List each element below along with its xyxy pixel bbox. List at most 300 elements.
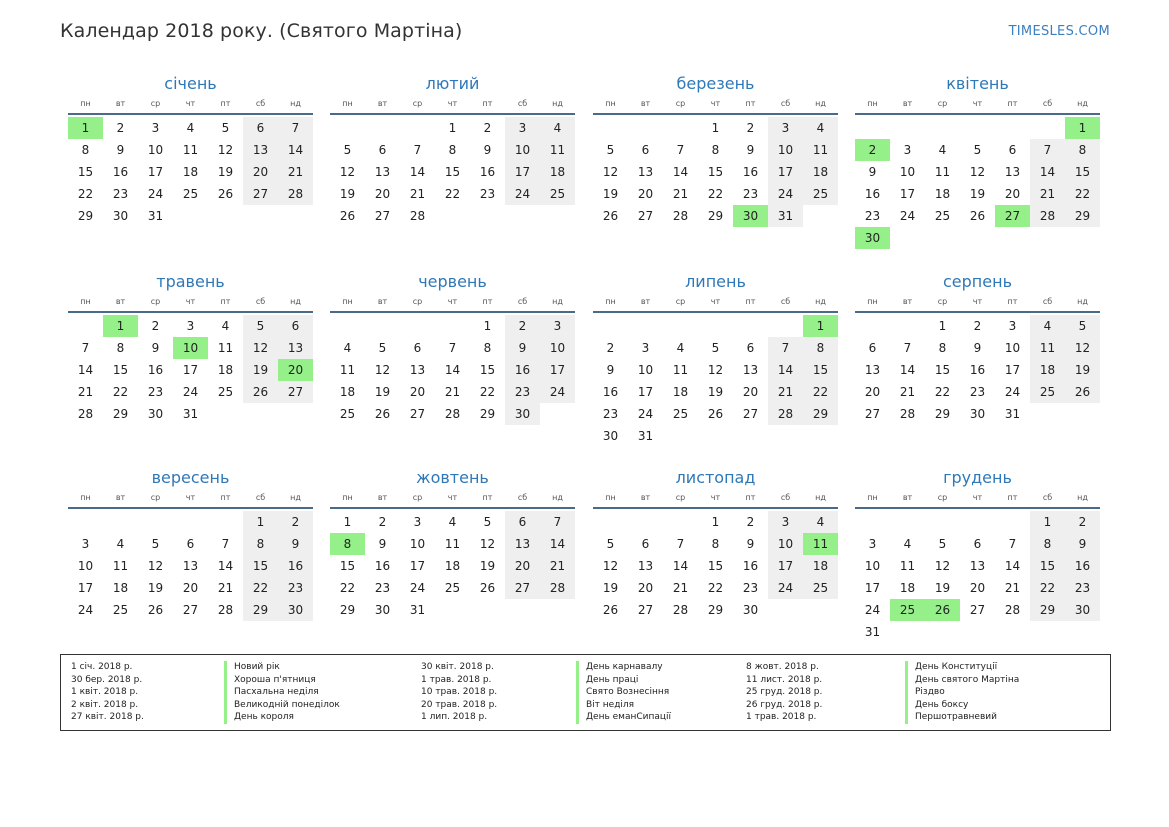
calendar-day: 21 [1030,183,1065,205]
calendar-day: 24 [409,581,426,595]
calendar-day: 13 [742,363,759,377]
calendar-day: 3 [81,537,90,551]
calendar-day: 26 [1065,381,1100,403]
calendar-day: 14 [672,559,689,573]
calendar-day: 6 [868,341,877,355]
weekday-label: сб [780,99,791,108]
weekday-label: ср [150,297,161,306]
calendar-day: 31 [1004,407,1021,421]
calendar-day: 12 [374,363,391,377]
calendar-day: 23 [374,581,391,595]
calendar-day: 27 [182,603,199,617]
calendar-day: 17 [899,187,916,201]
calendar-day: 29 [112,407,129,421]
calendar-day: 13 [243,139,278,161]
calendar-day: 13 [637,559,654,573]
weekday-label: чт [185,493,196,502]
calendar-day: 12 [1065,337,1100,359]
weekday-label: вт [377,297,388,306]
weekday-header [330,96,575,112]
calendar-day: 1 [711,121,720,135]
calendar-day: 6 [278,315,313,337]
weekday-label: чт [185,99,196,108]
holiday-date: 1 лип. 2018 р. [421,712,488,723]
calendar-day: 29 [339,603,356,617]
calendar-day: 3 [186,319,195,333]
calendar-day: 13 [505,533,540,555]
calendar-day: 30 [112,209,129,223]
calendar-day: 20 [637,187,654,201]
calendar-day: 21 [217,581,234,595]
calendar-day: 26 [339,209,356,223]
holiday-name: Пасхальна неділя [234,687,319,698]
calendar-day: 26 [969,209,986,223]
weekday-label: пн [867,99,878,108]
calendar-day: 26 [602,603,619,617]
calendar-day: 27 [374,209,391,223]
weekday-label: чт [710,99,721,108]
holiday-name: Свято Вознесіння [586,687,670,698]
holiday-day: 30 [855,227,890,249]
calendar-day: 17 [864,581,881,595]
calendar-day: 24 [768,183,803,205]
calendar-day: 7 [903,341,912,355]
holiday-name: День боксу [915,699,969,710]
calendar-day: 3 [413,515,422,529]
calendar-day: 5 [151,537,160,551]
weekday-label: чт [447,493,458,502]
calendar-day: 10 [899,165,916,179]
header-divider [330,507,575,509]
calendar-day: 18 [182,165,199,179]
weekday-label: ср [150,493,161,502]
calendar-day: 4 [676,341,685,355]
calendar-day: 4 [803,511,838,533]
calendar-day: 7 [1008,537,1017,551]
calendar-day: 4 [1030,315,1065,337]
calendar-day: 15 [243,555,278,577]
calendar-day: 28 [1004,603,1021,617]
weekday-label: вт [115,297,126,306]
holiday-name: Першотравневий [915,712,997,723]
calendar-day: 10 [1004,341,1021,355]
month-calendar [593,270,838,443]
month-name: листопад [675,468,756,487]
calendar-day: 22 [479,385,496,399]
calendar-day: 11 [672,363,689,377]
calendar-day: 20 [637,581,654,595]
calendar-day: 25 [1030,381,1065,403]
weekday-label: пн [605,99,616,108]
calendar-day: 2 [606,341,615,355]
calendar-day: 27 [742,407,759,421]
month-name: квітень [946,74,1009,93]
holiday-date: 11 лист. 2018 р. [746,674,823,685]
calendar-day: 19 [1065,359,1100,381]
calendar-day: 28 [899,407,916,421]
holiday-date: 1 трав. 2018 р. [746,712,817,723]
holiday-date: 30 квіт. 2018 р. [421,662,494,672]
calendar-day: 24 [768,577,803,599]
calendar-day: 6 [1008,143,1017,157]
calendar-day: 8 [711,143,720,157]
calendar-day: 23 [742,187,759,201]
calendar-day: 4 [343,341,352,355]
calendar-day: 25 [803,577,838,599]
calendar-day: 2 [746,515,755,529]
calendar-day: 14 [278,139,313,161]
weekday-label: нд [552,493,563,502]
calendar-day: 30 [602,429,619,443]
month-name: березень [676,74,755,93]
calendar-day: 23 [602,407,619,421]
calendar-day: 8 [803,337,838,359]
calendar-day: 13 [374,165,391,179]
calendar-day: 19 [479,559,496,573]
calendar-day: 9 [1065,533,1100,555]
month-calendar [593,72,838,223]
calendar-day: 16 [505,359,540,381]
calendar-day: 18 [217,363,234,377]
holiday-name: Віт неділя [586,699,635,710]
calendar-day: 5 [711,341,720,355]
calendar-day: 19 [243,359,278,381]
weekday-label: пт [1007,493,1018,502]
calendar-day: 4 [186,121,195,135]
calendar-day: 25 [672,407,689,421]
calendar-day: 17 [505,161,540,183]
calendar-day: 15 [77,165,94,179]
weekday-label: пт [1007,297,1018,306]
calendar-day: 15 [1065,161,1100,183]
month-name: жовтень [416,468,489,487]
weekday-label: ср [937,297,948,306]
calendar-day: 11 [934,165,951,179]
calendar-day: 13 [278,337,313,359]
holiday-date: 27 квіт. 2018 р. [71,712,144,723]
calendar-day: 9 [973,341,982,355]
calendar-day: 16 [374,559,391,573]
month-name: вересень [151,468,230,487]
weekday-label: пт [482,99,493,108]
calendar-day: 8 [448,143,457,157]
calendar-day: 4 [903,537,912,551]
calendar-day: 12 [147,559,164,573]
calendar-day: 5 [483,515,492,529]
calendar-day: 1 [711,515,720,529]
calendar-day: 1 [343,515,352,529]
calendar-day: 5 [1065,315,1100,337]
calendar-day: 8 [1065,139,1100,161]
calendar-day: 15 [479,363,496,377]
calendar-day: 27 [409,407,426,421]
calendar-day: 3 [768,117,803,139]
calendar-day: 17 [147,165,164,179]
month-calendar [68,72,313,223]
calendar-day: 22 [803,381,838,403]
calendar-day: 13 [182,559,199,573]
calendar-day: 20 [409,385,426,399]
weekday-label: сб [255,493,266,502]
header-divider [855,113,1100,115]
weekday-label: вт [115,493,126,502]
calendar-day: 6 [973,537,982,551]
calendar-day: 10 [768,139,803,161]
holiday-name: День еманСипації [586,712,672,723]
calendar-day: 9 [746,537,755,551]
calendar-day: 10 [77,559,94,573]
month-name: грудень [943,468,1012,487]
calendar-day: 8 [1030,533,1065,555]
calendar-day: 14 [672,165,689,179]
calendar-day: 22 [112,385,129,399]
site-link[interactable]: TIMESLES.COM [1008,24,1110,39]
calendar-day: 26 [602,209,619,223]
calendar-day: 31 [637,429,654,443]
month-name: січень [164,74,217,93]
calendar-day: 14 [77,363,94,377]
weekday-label: ср [675,297,686,306]
weekday-label: чт [447,297,458,306]
holiday-name: День святого Мартіна [915,674,1020,685]
calendar-day: 19 [707,385,724,399]
header-divider [330,113,575,115]
calendar-day: 11 [217,341,234,355]
calendar-day: 28 [444,407,461,421]
calendar-day: 16 [112,165,129,179]
calendar-day: 11 [540,139,575,161]
calendar-day: 8 [938,341,947,355]
calendar-day: 27 [637,603,654,617]
weekday-label: сб [1042,297,1053,306]
calendar-day: 9 [278,533,313,555]
calendar-day: 2 [505,315,540,337]
calendar-day: 25 [540,183,575,205]
calendar-day: 11 [803,139,838,161]
calendar-day: 16 [1065,555,1100,577]
calendar-day: 13 [409,363,426,377]
calendar-day: 15 [112,363,129,377]
calendar-day: 20 [969,581,986,595]
calendar-day: 23 [505,381,540,403]
calendar-day: 3 [641,341,650,355]
calendar-day: 30 [505,403,540,425]
calendar-day: 21 [899,385,916,399]
holiday-day: 2 [855,139,890,161]
calendar-day: 18 [1030,359,1065,381]
calendar-day: 26 [243,381,278,403]
weekday-header [330,294,575,310]
weekday-label: нд [1077,297,1088,306]
calendar-day: 29 [77,209,94,223]
calendar-day: 20 [1004,187,1021,201]
weekday-label: пн [80,99,91,108]
calendar-day: 17 [409,559,426,573]
month-name: лютий [425,74,480,93]
calendar-day: 26 [147,603,164,617]
calendar-day: 19 [969,187,986,201]
calendar-day: 19 [934,581,951,595]
calendar-day: 29 [707,209,724,223]
calendar-day: 27 [637,209,654,223]
calendar-day: 18 [112,581,129,595]
calendar-day: 10 [637,363,654,377]
calendar-day: 6 [413,341,422,355]
month-calendar [855,466,1100,639]
calendar-day: 29 [934,407,951,421]
calendar-day: 20 [182,581,199,595]
calendar-day: 31 [864,625,881,639]
calendar-day: 21 [409,187,426,201]
calendar-day: 22 [77,187,94,201]
month-calendar [855,72,1100,245]
calendar-day: 16 [864,187,881,201]
month-name: червень [418,272,487,291]
calendar-day: 30 [1065,599,1100,621]
holiday-day: 26 [925,599,960,621]
calendar-day: 25 [182,187,199,201]
calendar-day: 17 [768,161,803,183]
calendar-day: 16 [742,559,759,573]
header-divider [855,507,1100,509]
weekday-label: нд [815,99,826,108]
calendar-day: 26 [217,187,234,201]
holiday-day: 25 [890,599,925,621]
calendar-day: 11 [1030,337,1065,359]
calendar-day: 11 [339,363,356,377]
calendar-day: 2 [116,121,125,135]
calendar-day: 6 [641,537,650,551]
header-divider [330,311,575,313]
calendar-day: 2 [1065,511,1100,533]
calendar-day: 10 [505,139,540,161]
calendar-day: 16 [479,165,496,179]
holiday-day: 1 [103,315,138,337]
calendar-day: 27 [278,381,313,403]
calendar-day: 30 [147,407,164,421]
calendar-day: 14 [444,363,461,377]
weekday-label: пн [342,99,353,108]
holiday-dates-column [421,661,497,724]
calendar-day: 14 [899,363,916,377]
holiday-date: 8 жовт. 2018 р. [746,662,819,672]
calendar-day: 14 [1004,559,1021,573]
calendar-day: 30 [374,603,391,617]
calendar-day: 24 [1004,385,1021,399]
weekday-label: пт [482,493,493,502]
weekday-label: пн [342,493,353,502]
month-calendar [855,270,1100,421]
month-calendar [330,72,575,223]
calendar-day: 13 [969,559,986,573]
calendar-day: 2 [378,515,387,529]
weekday-label: сб [517,493,528,502]
calendar-day: 30 [969,407,986,421]
holiday-day: 30 [733,205,768,227]
calendar-day: 23 [969,385,986,399]
calendar-day: 5 [606,537,615,551]
weekday-label: пт [1007,99,1018,108]
calendar-day: 22 [707,581,724,595]
calendar-day: 28 [672,209,689,223]
calendar-day: 6 [186,537,195,551]
month-calendar [593,466,838,617]
weekday-label: нд [290,297,301,306]
weekday-header [855,490,1100,506]
calendar-day: 20 [243,161,278,183]
weekday-label: пт [482,297,493,306]
calendar-day: 17 [1004,363,1021,377]
holiday-name: День Конституції [915,662,998,672]
calendar-day: 24 [505,183,540,205]
calendar-day: 19 [217,165,234,179]
calendar-day: 9 [505,337,540,359]
calendar-day: 15 [339,559,356,573]
calendar-day: 25 [934,209,951,223]
calendar-day: 8 [81,143,90,157]
calendar-day: 23 [864,209,881,223]
calendar-day: 18 [803,161,838,183]
weekday-label: ср [412,493,423,502]
calendar-day: 4 [221,319,230,333]
weekday-label: сб [780,493,791,502]
calendar-day: 9 [378,537,387,551]
calendar-day: 4 [540,117,575,139]
calendar-day: 7 [278,117,313,139]
holiday-day: 1 [1065,117,1100,139]
calendar-day: 4 [448,515,457,529]
weekday-label: вт [902,99,913,108]
calendar-day: 19 [339,187,356,201]
calendar-day: 6 [505,511,540,533]
calendar-day: 24 [540,381,575,403]
calendar-day: 7 [540,511,575,533]
calendar-day: 19 [374,385,391,399]
weekday-label: вт [640,493,651,502]
calendar-day: 3 [1008,319,1017,333]
header-divider [593,113,838,115]
holiday-date: 1 трав. 2018 р. [421,674,492,685]
calendar-day: 21 [1004,581,1021,595]
calendar-day: 18 [540,161,575,183]
calendar-day: 17 [540,359,575,381]
holiday-date: 25 груд. 2018 р. [746,687,823,698]
calendar-day: 2 [973,319,982,333]
weekday-label: пн [867,297,878,306]
calendar-day: 14 [768,359,803,381]
weekday-label: вт [115,99,126,108]
calendar-day: 1 [243,511,278,533]
calendar-day: 28 [278,183,313,205]
calendar-day: 29 [479,407,496,421]
calendar-day: 28 [768,403,803,425]
calendar-day: 31 [182,407,199,421]
calendar-day: 5 [343,143,352,157]
calendar-day: 21 [672,187,689,201]
calendar-day: 27 [243,183,278,205]
weekday-label: чт [185,297,196,306]
calendar-day: 11 [182,143,199,157]
holiday-date: 30 бер. 2018 р. [71,674,143,685]
calendar-day: 1 [1030,511,1065,533]
calendar-day: 3 [540,315,575,337]
weekday-label: ср [937,99,948,108]
weekday-label: сб [1042,99,1053,108]
calendar-day: 21 [768,381,803,403]
calendar-day: 12 [602,559,619,573]
calendar-day: 23 [278,577,313,599]
calendar-day: 22 [707,187,724,201]
